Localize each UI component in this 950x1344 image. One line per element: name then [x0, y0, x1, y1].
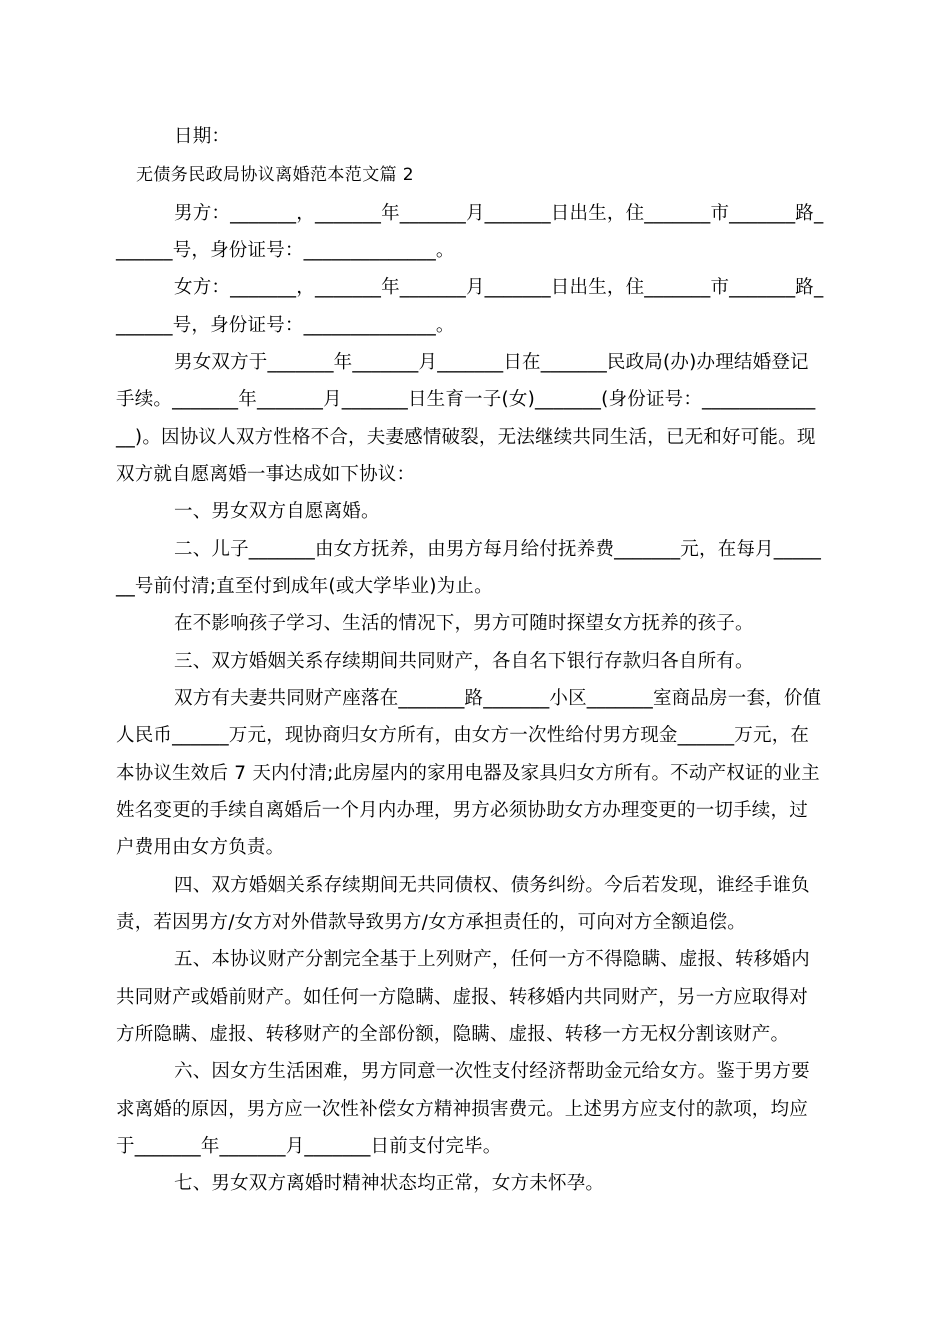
document-line: 四、双方婚姻关系存续期间无共同债权、债务纠纷。今后若发现，谁经手谁负 — [174, 875, 810, 896]
document-line: 二、儿子_______由女方抚养，由男方每月给付抚养费_______元，在每月_____ — [174, 539, 822, 560]
document-line: 七、男女双方离婚时精神状态均正常，女方未怀孕。 — [174, 1173, 605, 1194]
document-line: 五、本协议财产分割完全基于上列财产，任何一方不得隐瞒、虚报、转移婚内 — [174, 949, 810, 970]
document-line: ______号，身份证号：______________。 — [116, 240, 455, 261]
document-line: 男方：_______，_______年_______月_______日出生，住_______市_______路_ — [174, 203, 824, 224]
document-line: 手续。_______年_______月_______日生育一子(女)_______(身份证号：____________ — [116, 389, 816, 410]
document-line: 一、男女双方自愿离婚。 — [174, 501, 380, 522]
document-line: 六、因女方生活困难，男方同意一次性支付经济帮助金元给女方。鉴于男方要 — [174, 1061, 810, 1082]
document-line: 求离婚的原因，男方应一次性补偿女方精神损害费元。上述男方应支付的款项，均应 — [116, 1099, 808, 1120]
document-line: 人民币______万元，现协商归女方所有，由女方一次性给付男方现金______万元，在 — [116, 725, 810, 746]
document-line: 方所隐瞒、虚报、转移财产的全部份额，隐瞒、虚报、转移一方无权分割该财产。 — [116, 1024, 790, 1045]
document-line: __号前付清;直至付到成年(或大学毕业)为止。 — [116, 576, 493, 597]
document-line: ______号，身份证号：______________。 — [116, 315, 455, 336]
document-line: 日期： — [174, 126, 231, 147]
document-line: 责，若因男方/女方对外借款导致男方/女方承担责任的，可向对方全额追偿。 — [116, 912, 746, 933]
document-line: 三、双方婚姻关系存续期间共同财产，各自名下银行存款归各自所有。 — [174, 651, 754, 672]
document-line: 户费用由女方负责。 — [116, 837, 285, 858]
document-line: 双方有夫妻共同财产座落在_______路_______小区_______室商品房一套，价值 — [174, 688, 822, 709]
document-line: 于_______年_______月_______日前支付完毕。 — [116, 1136, 502, 1157]
document-line: 在不影响孩子学习、生活的情况下，男方可随时探望女方抚养的孩子。 — [174, 613, 754, 634]
document-line: 双方就自愿离婚一事达成如下协议： — [116, 464, 416, 485]
document-line: 男女双方于_______年_______月_______日在_______民政局(办)办理结婚登记 — [174, 352, 809, 373]
document-line: 共同财产或婚前财产。如任何一方隐瞒、虚报、转移婚内共同财产，另一方应取得对 — [116, 987, 808, 1008]
document-line: 姓名变更的手续自离婚后一个月内办理，男方必须协助女方办理变更的一切手续，过 — [116, 800, 808, 821]
document-line: 无债务民政局协议离婚范本范文篇 2 — [136, 165, 415, 185]
document-line: 女方：_______，_______年_______月_______日出生，住_______市_______路_ — [174, 277, 824, 298]
document-line: __)。因协议人双方性格不合，夫妻感情破裂，无法继续共同生活，已无和好可能。现 — [116, 427, 816, 448]
document-line: 本协议生效后 7 天内付清;此房屋内的家用电器及家具归女方所有。不动产权证的业主 — [116, 763, 820, 784]
